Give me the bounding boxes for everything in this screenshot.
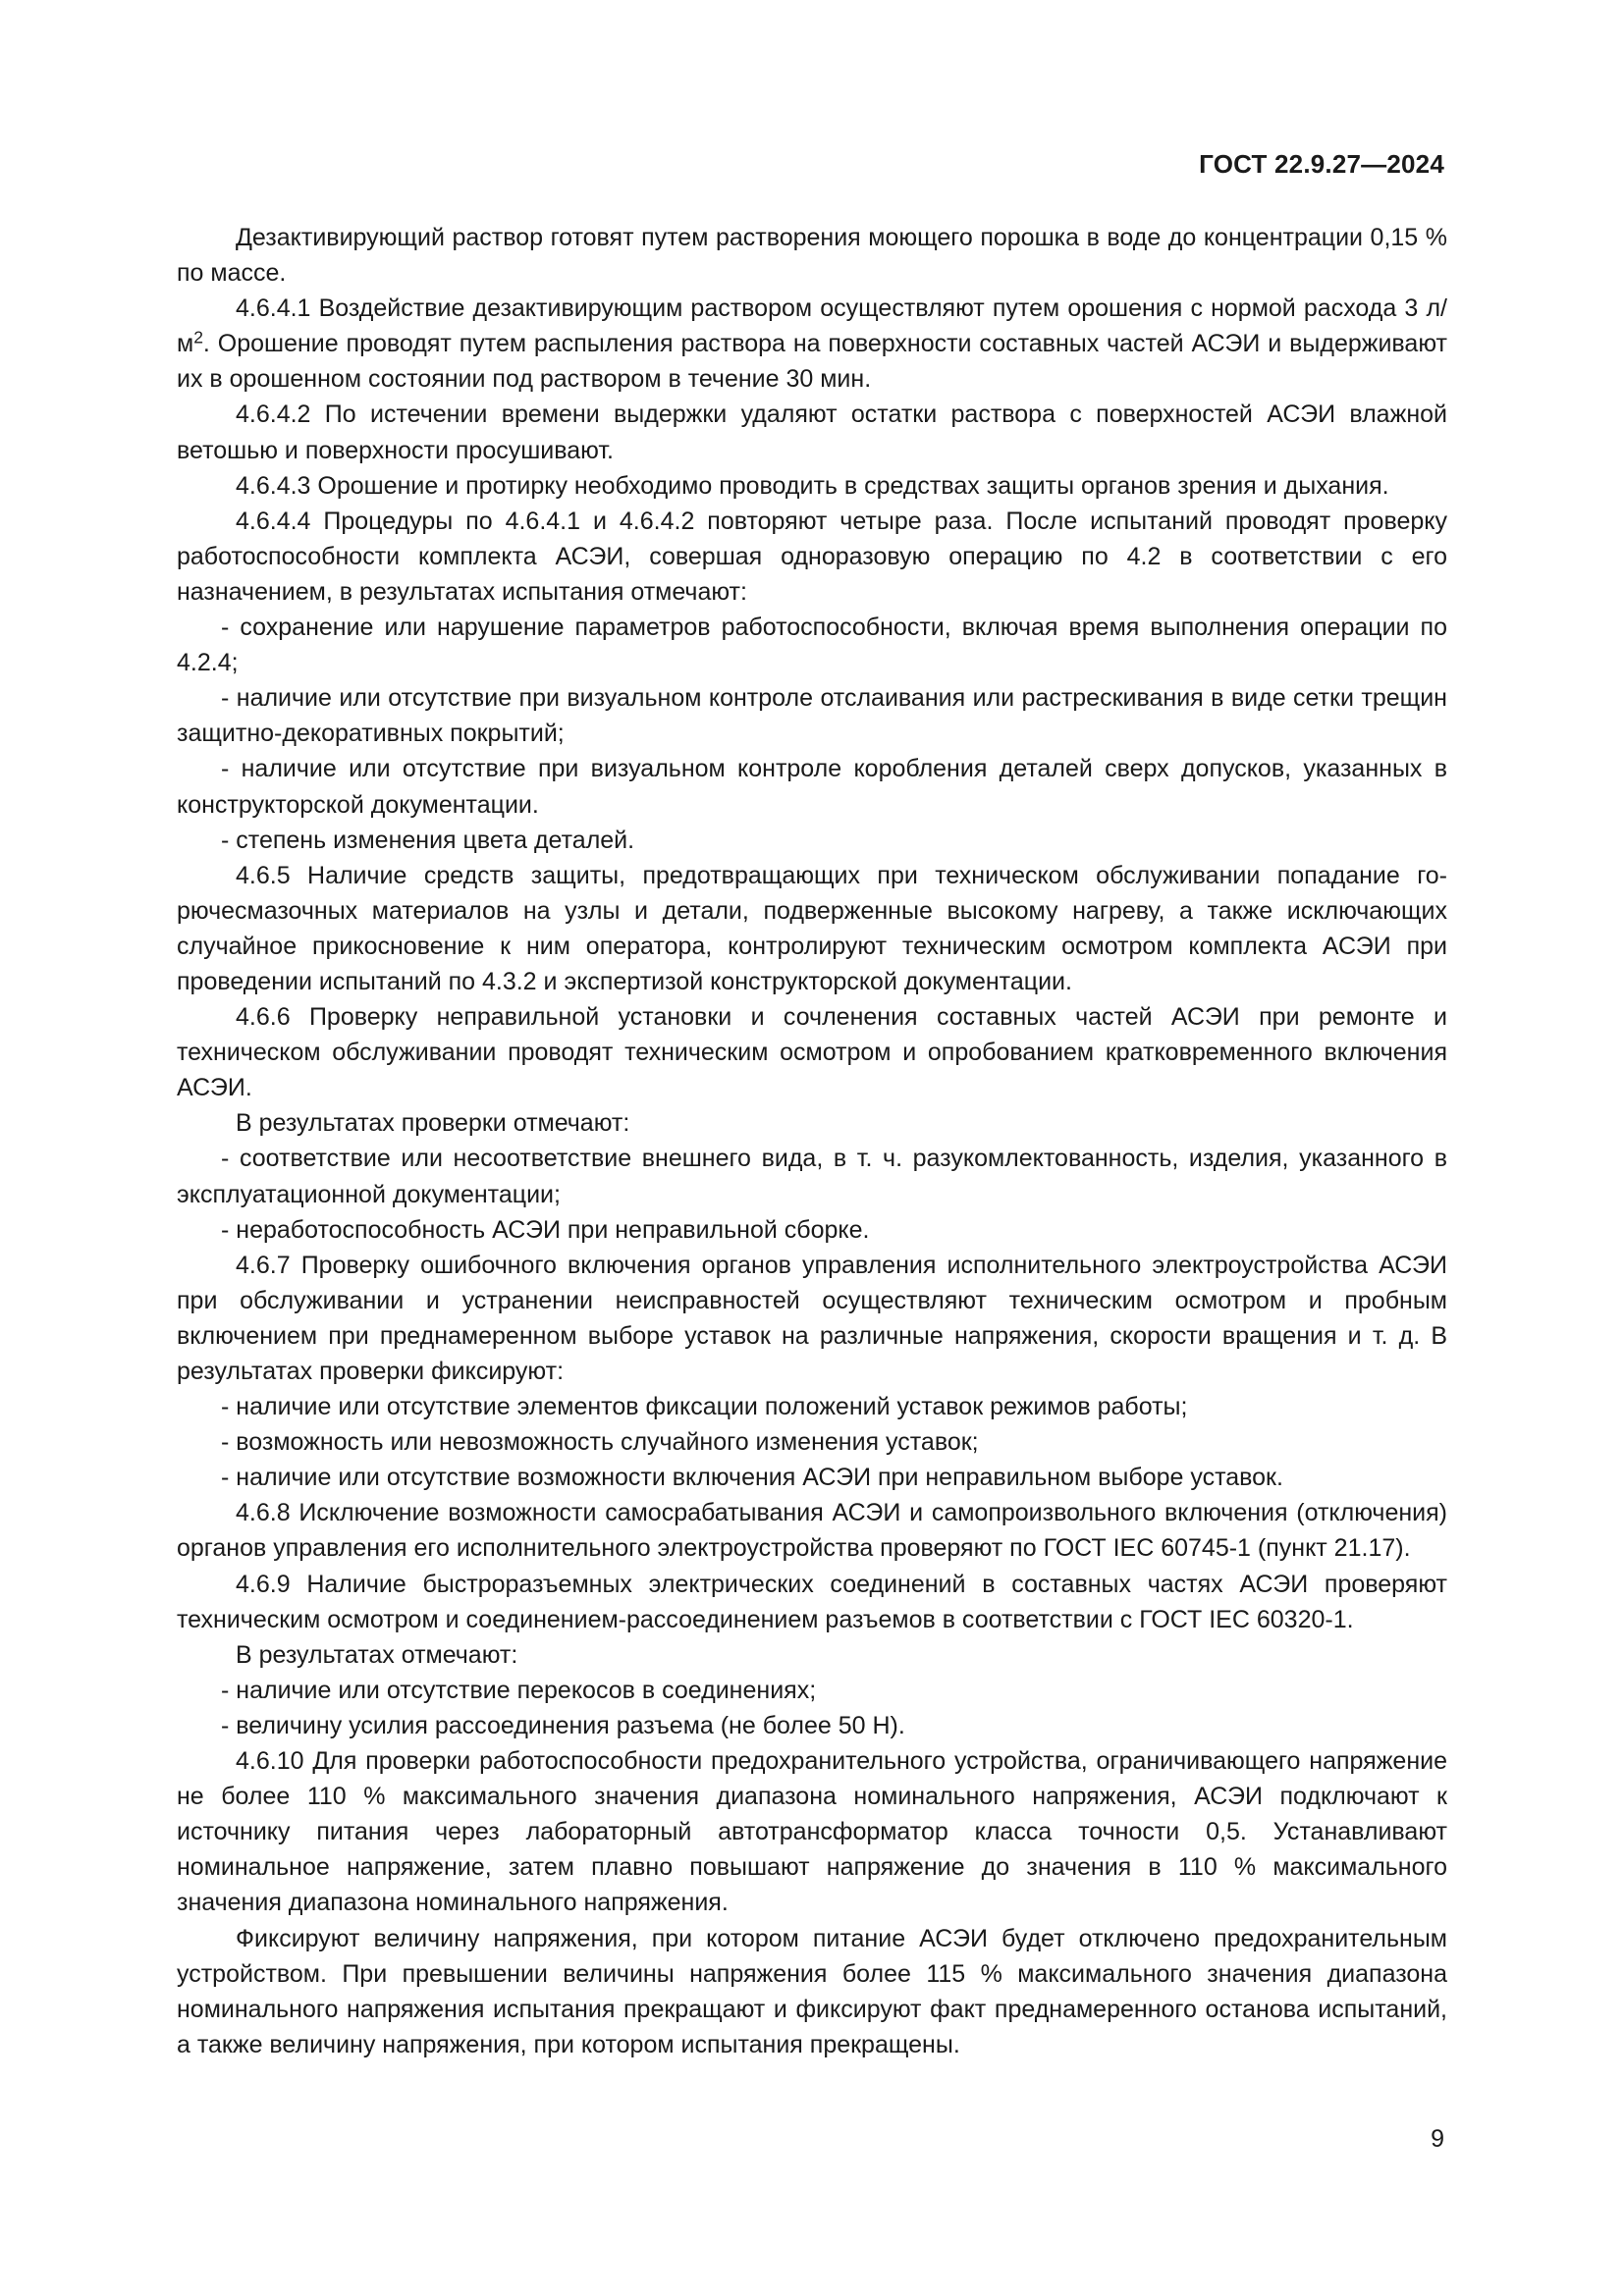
- list-item: - соответствие или несоответствие внешнего вида, в т. ч. разукомлектованность, изделия, указанного в эксплуатационной документации;: [177, 1145, 1447, 1208]
- paragraph-4-6-4-2: 4.6.4.2 По истечении времени выдержки удаляют остатки раствора с поверхностей АСЭИ влажной ветошью и поверхности просушивают.: [177, 400, 1447, 464]
- paragraph-text: . Орошение проводят путем распыления раствора на поверхности составных частей АСЭИ и выдерживают их в орошенном состоянии под раствором в течение 30 мин.: [177, 330, 1447, 394]
- list-item: - неработоспособность АСЭИ при неправильной сборке.: [221, 1215, 870, 1244]
- superscript: 2: [193, 327, 203, 347]
- paragraph-4-6-4-1: [177, 291, 1447, 397]
- list-item: - наличие или отсутствие при визуальном контроле коробления деталей сверх допусков, указанных в конструкторской документации.: [177, 755, 1447, 819]
- page-number: 9: [1431, 2125, 1444, 2153]
- paragraph-text: 4.6.4.1 Воздействие дезактивирующим раствором осуществляют путем орошения с нормой расхода 3 л/м: [177, 294, 1447, 358]
- list-item: - величину усилия рассоединения разъема (не более 50 Н).: [221, 1711, 905, 1739]
- list-item: - степень изменения цвета деталей.: [221, 826, 635, 854]
- list-item: - наличие или отсутствие элементов фиксации положений уставок режимов работы;: [221, 1393, 1188, 1421]
- document-body: [177, 220, 1447, 2062]
- list-item: - наличие или отсутствие возможности включения АСЭИ при неправильном выборе уставок.: [221, 1464, 1283, 1492]
- paragraph: В результатах отмечают:: [236, 1640, 518, 1669]
- list-item: - возможность или невозможность случайного изменения уставок;: [221, 1428, 979, 1457]
- paragraph: В результатах проверки отмечают:: [236, 1109, 630, 1138]
- list-item: - наличие или отсутствие перекосов в соединениях;: [221, 1676, 817, 1704]
- paragraph: Фиксируют величину напряжения, при котором питание АСЭИ будет отключено предохранительным устройством. При превышении величины напряжения более 115 % максимального значения диапазона номинального напряжения испытания прекращают и фиксируют факт преднамеренного останова испытаний, а также величину напряжения, при котором испытания прекращены.: [177, 1924, 1447, 2058]
- list-item: - наличие или отсутствие при визуальном контроле отслаивания или растрескивания в виде сетки трещин защитно-декоративных покрытий;: [177, 684, 1447, 748]
- paragraph-4-6-8: 4.6.8 Исключение возможности самосрабатывания АСЭИ и самопроизвольного включения (отключения) органов управления его исполнительного электроустройства проверяют по ГОСТ IEC 60745-1 (пункт 21.17).: [177, 1499, 1447, 1563]
- paragraph-4-6-5: 4.6.5 Наличие средств защиты, предотвращающих при техническом обслуживании попадание горючесмазочных материалов на узлы и детали, подверженные высокому нагреву, а также исключающих случайное прикосновение к ним оператора, контролируют техническим осмотром комплекта АСЭИ при проведении испытаний по 4.3.2 и экспертизой конструкторской документации.: [177, 861, 1447, 995]
- paragraph-4-6-10: 4.6.10 Для проверки работоспособности предохранительного устройства, ограничивающего напряжение не более 110 % максимального значения диапазона номинального напряжения, АСЭИ подключают к источнику питания через лабораторный автотрансформатор класса точности 0,5. Устанавливают номинальное напряжение, затем плавно повышают напряжение до значения в 110 % максимального значения диапазона номинального напряжения.: [177, 1747, 1447, 1917]
- list-item: - сохранение или нарушение параметров работоспособности, включая время выполнения операции по 4.2.4;: [177, 614, 1447, 677]
- document-code-header: ГОСТ 22.9.27—2024: [1199, 149, 1444, 179]
- paragraph-4-6-4-4: 4.6.4.4 Процедуры по 4.6.4.1 и 4.6.4.2 повторяют четыре раза. После испытаний проводят проверку работоспособности комплекта АСЭИ, совершая одноразовую операцию по 4.2 в соответствии с его назначением, в результатах испытания отмечают:: [177, 507, 1447, 606]
- paragraph: Дезактивирующий раствор готовят путем растворения моющего порошка в воде до концентрации 0,15 % по массе.: [177, 224, 1447, 288]
- paragraph-4-6-6: 4.6.6 Проверку неправильной установки и сочленения составных частей АСЭИ при ремонте и техническом обслуживании проводят техническим осмотром и опробованием кратковременного включения АСЭИ.: [177, 1003, 1447, 1102]
- paragraph-4-6-7: 4.6.7 Проверку ошибочного включения органов управления исполнительного электроустройства АСЭИ при обслуживании и устранении неисправностей осуществляют техническим осмотром и пробным включением при преднамеренном выборе уставок на различные напряжения, скорости вращения и т. д. В результатах проверки фиксируют:: [177, 1251, 1447, 1385]
- paragraph-4-6-9: 4.6.9 Наличие быстроразъемных электрических соединений в составных частях АСЭИ проверяют техническим осмотром и соединением-рассоединением разъемов в соответствии с ГОСТ IEC 60320-1.: [177, 1570, 1447, 1633]
- paragraph-4-6-4-3: 4.6.4.3 Орошение и протирку необходимо проводить в средствах защиты органов зрения и дыхания.: [236, 471, 1389, 500]
